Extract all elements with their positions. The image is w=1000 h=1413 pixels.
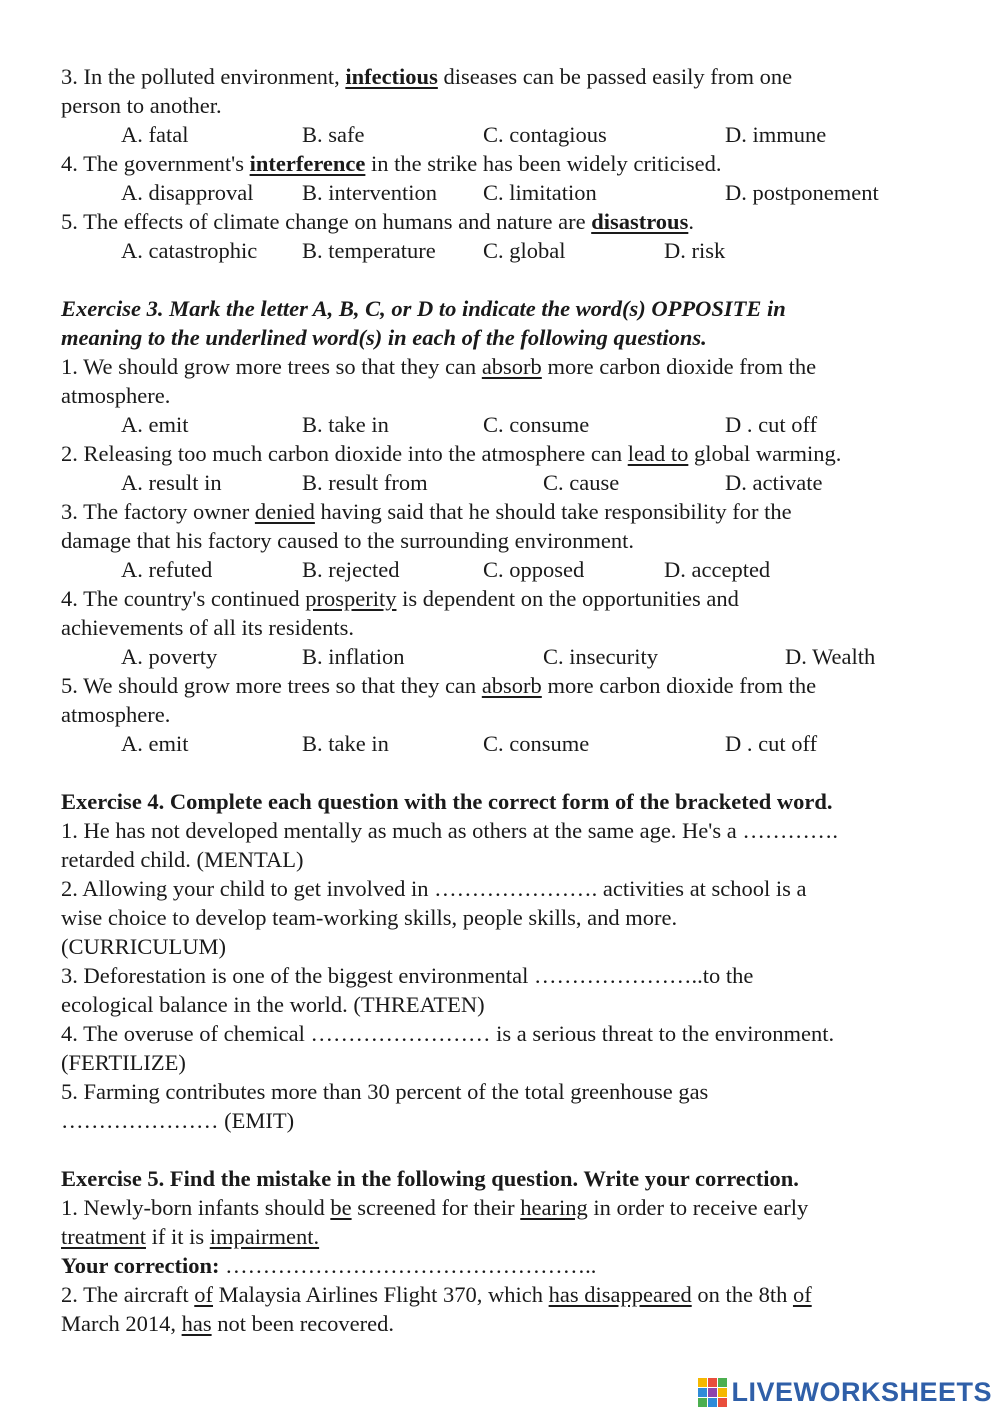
option-b[interactable]: B. rejected [302, 557, 400, 582]
option-a[interactable]: A. result in [121, 470, 222, 495]
underlined-word[interactable]: has disappeared [548, 1282, 692, 1307]
ex5-q2-line2: March 2014, has not been recovered. [61, 1311, 395, 1336]
ex2-q4-options [61, 178, 961, 207]
option-c[interactable]: C. insecurity [543, 644, 658, 669]
liveworksheets-logo [698, 1376, 992, 1408]
option-c[interactable]: C. consume [483, 412, 590, 437]
logo-grid-icon [698, 1378, 727, 1407]
correction-label: Your correction: [61, 1253, 220, 1278]
option-c[interactable]: C. cause [543, 470, 620, 495]
logo-square [698, 1398, 707, 1407]
ex4-line: (FERTILIZE) [61, 1050, 186, 1075]
underlined-word[interactable]: impairment. [209, 1224, 320, 1249]
correction-blank[interactable]: ………………………………………….. [219, 1253, 597, 1278]
ex5-q1-line2: treatment if it is impairment. [61, 1224, 320, 1249]
option-b[interactable]: B. result from [302, 470, 428, 495]
ex3-q4-line2: achievements of all its residents. [61, 615, 355, 640]
underlined-word: denied [254, 499, 315, 524]
ex2-q4-line1: 4. The government's interference in the strike has been widely criticised. [61, 151, 722, 176]
option-b[interactable]: B. intervention [302, 180, 437, 205]
ex3-q3-options [61, 555, 961, 584]
ex3-q5-line1: 5. We should grow more trees so that they can absorb more carbon dioxide from the [61, 673, 817, 698]
option-d[interactable]: D. accepted [664, 557, 771, 582]
ex4-line: retarded child. (MENTAL) [61, 847, 304, 872]
option-a[interactable]: A. refuted [121, 557, 213, 582]
ex3-q3-line1: 3. The factory owner denied having said that he should take responsibility for the [61, 499, 792, 524]
option-d[interactable]: D. immune [725, 122, 827, 147]
ex3-q3-line2: damage that his factory caused to the surrounding environment. [61, 528, 634, 553]
ex4-line[interactable]: 2. Allowing your child to get involved in …………………. activities at school is a [61, 876, 807, 901]
option-c[interactable]: C. limitation [483, 180, 597, 205]
underlined-word: absorb [481, 673, 542, 698]
option-a[interactable]: A. catastrophic [121, 238, 258, 263]
underlined-word: interference [249, 151, 366, 176]
brand-name: LIVEWORKSHEETS [731, 1376, 992, 1407]
underlined-word: infectious [345, 64, 438, 89]
option-d[interactable]: D. Wealth [785, 644, 876, 669]
ex4-line[interactable]: 3. Deforestation is one of the biggest environmental …………………..to the [61, 963, 754, 988]
logo-square [708, 1388, 717, 1397]
ex4-line: wise choice to develop team-working skills, people skills, and more. [61, 905, 678, 930]
logo-square [718, 1388, 727, 1397]
exercise-3-title-cont: meaning to the underlined word(s) in each of the following questions. [61, 325, 707, 350]
underlined-word: absorb [481, 354, 542, 379]
ex3-q5-options [61, 729, 961, 758]
exercise-5-title: Exercise 5. Find the mistake in the following question. Write your correction. [61, 1166, 799, 1191]
logo-square [718, 1398, 727, 1407]
ex5-q1-line1: 1. Newly-born infants should be screened for their hearing in order to receive early [61, 1195, 809, 1220]
option-d[interactable]: D. activate [725, 470, 823, 495]
underlined-word[interactable]: be [330, 1195, 352, 1220]
ex4-line: (CURRICULUM) [61, 934, 227, 959]
ex3-q4-options [61, 642, 961, 671]
option-d[interactable]: D. postponement [725, 180, 879, 205]
ex4-line[interactable]: 1. He has not developed mentally as much as others at the same age. He's a …………. [61, 818, 838, 843]
logo-square [698, 1388, 707, 1397]
underlined-word[interactable]: has [181, 1311, 212, 1336]
ex3-q1-line2: atmosphere. [61, 383, 171, 408]
option-a[interactable]: A. emit [121, 731, 189, 756]
option-d[interactable]: D. risk [664, 238, 726, 263]
option-c[interactable]: C. opposed [483, 557, 585, 582]
ex2-q3-line1: 3. In the polluted environment, infectious diseases can be passed easily from one [61, 64, 793, 89]
underlined-word[interactable]: of [792, 1282, 812, 1307]
ex5-q2-line1: 2. The aircraft of Malaysia Airlines Flight 370, which has disappeared on the 8th of [61, 1282, 812, 1307]
option-a[interactable]: A. disapproval [121, 180, 254, 205]
underlined-word[interactable]: treatment [61, 1224, 146, 1249]
ex4-line: 5. Farming contributes more than 30 percent of the total greenhouse gas [61, 1079, 709, 1104]
ex3-q4-line1: 4. The country's continued prosperity is dependent on the opportunities and [61, 586, 739, 611]
option-b[interactable]: B. safe [302, 122, 365, 147]
underlined-word: lead to [627, 441, 689, 466]
option-b[interactable]: B. temperature [302, 238, 436, 263]
ex2-q3-line2: person to another. [61, 93, 222, 118]
ex2-q5-line1: 5. The effects of climate change on humans and nature are disastrous. [61, 209, 694, 234]
logo-square [708, 1378, 717, 1387]
option-b[interactable]: B. take in [302, 731, 389, 756]
underlined-word[interactable]: hearing [520, 1195, 588, 1220]
logo-square [708, 1398, 717, 1407]
ex3-q1-options [61, 410, 961, 439]
ex3-q2-options [61, 468, 961, 497]
underlined-word: disastrous [591, 209, 689, 234]
option-d[interactable]: D . cut off [725, 731, 818, 756]
option-a[interactable]: A. poverty [121, 644, 218, 669]
correction-line [61, 1251, 961, 1280]
option-c[interactable]: C. consume [483, 731, 590, 756]
exercise-4-title: Exercise 4. Complete each question with the correct form of the bracketed word. [61, 789, 833, 814]
exercise-3-title: Exercise 3. Mark the letter A, B, C, or D to indicate the word(s) OPPOSITE in [61, 296, 786, 321]
ex4-line[interactable]: ………………… (EMIT) [61, 1108, 295, 1133]
ex3-q2-line1: 2. Releasing too much carbon dioxide into the atmosphere can lead to global warming. [61, 441, 842, 466]
option-a[interactable]: A. emit [121, 412, 189, 437]
logo-square [718, 1378, 727, 1387]
ex4-line[interactable]: 4. The overuse of chemical …………………… is a serious threat to the environment. [61, 1021, 835, 1046]
option-a[interactable]: A. fatal [121, 122, 189, 147]
exercise-4-body [61, 816, 961, 1135]
ex3-q1-line1: 1. We should grow more trees so that they can absorb more carbon dioxide from the [61, 354, 817, 379]
logo-square [698, 1378, 707, 1387]
ex2-q5-options [61, 236, 961, 265]
option-d[interactable]: D . cut off [725, 412, 818, 437]
option-c[interactable]: C. global [483, 238, 566, 263]
underlined-word[interactable]: of [194, 1282, 214, 1307]
ex2-q3-options [61, 120, 961, 149]
option-b[interactable]: B. take in [302, 412, 389, 437]
option-c[interactable]: C. contagious [483, 122, 607, 147]
ex4-line: ecological balance in the world. (THREATEN) [61, 992, 485, 1017]
option-b[interactable]: B. inflation [302, 644, 405, 669]
worksheet-page [61, 62, 961, 1338]
underlined-word: prosperity [305, 586, 397, 611]
ex3-q5-line2: atmosphere. [61, 702, 171, 727]
